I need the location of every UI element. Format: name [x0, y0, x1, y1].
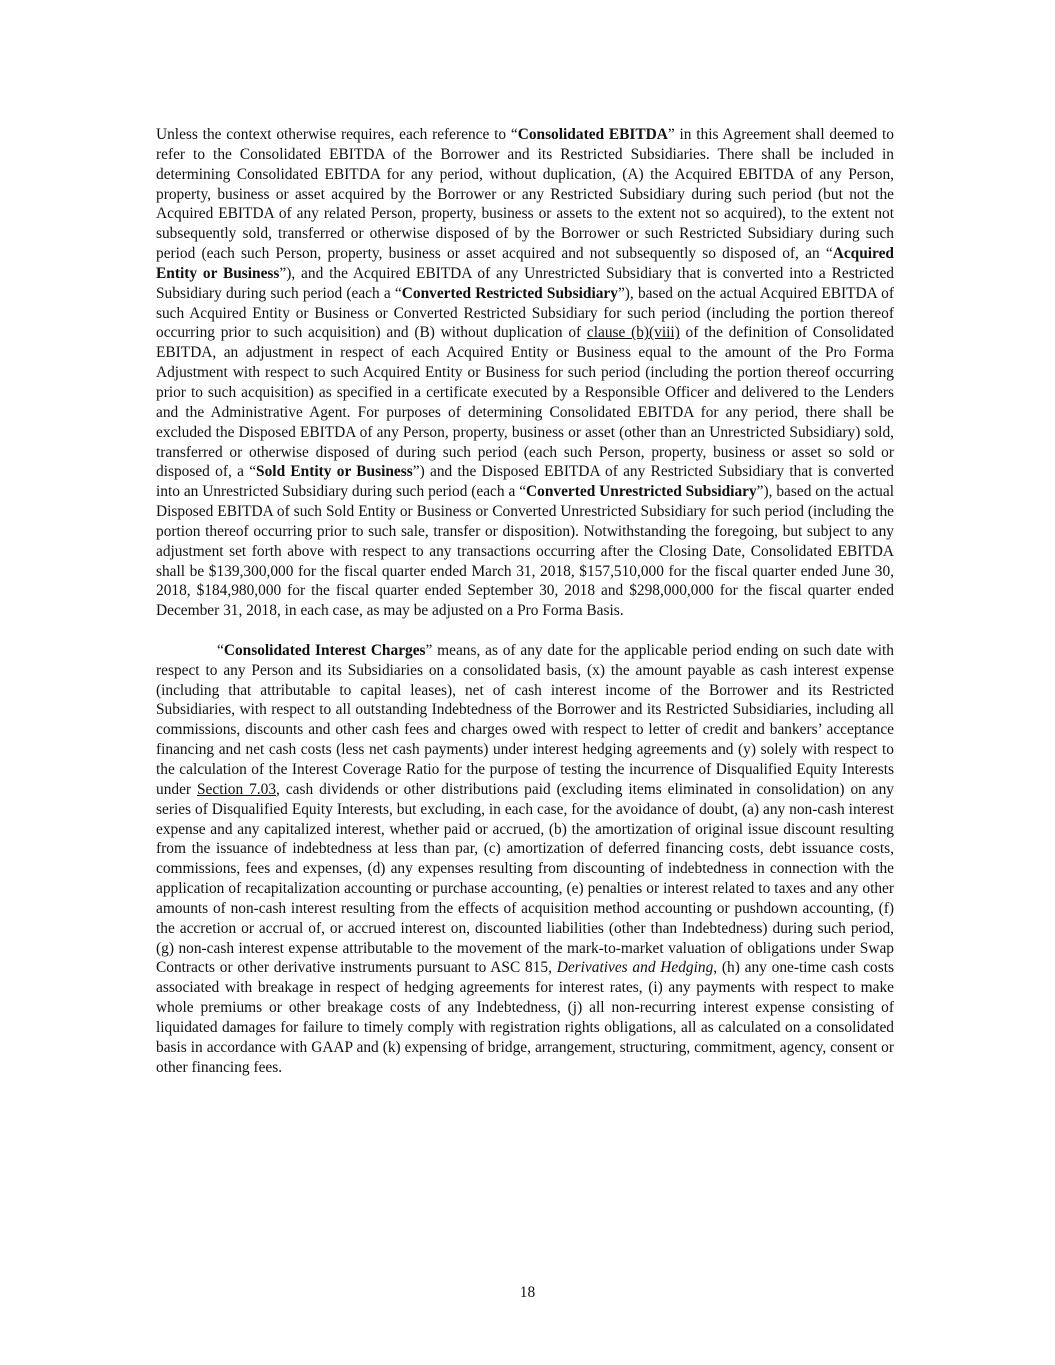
defined-term-consolidated-ebitda: Consolidated EBITDA: [517, 126, 668, 143]
text-run: ”), and the Acquired EBITDA of any Unrestricted Subsidiary that is converted into a Restricted Subsidiary during such period (each a “: [156, 264, 894, 302]
italic-standard-title: Derivatives and Hedging: [556, 959, 714, 977]
document-page: [156, 125, 894, 1078]
paragraph-consolidated-interest-charges: [156, 641, 894, 1078]
text-run: “: [217, 641, 224, 659]
text-run: ”), based on the actual Disposed EBITDA of such Sold Entity or Business or Converted Unrestricted Subsidiary for such period (including the portion thereof occurring prior to such sale, transfer or disposition). Notwithstanding the foregoing, but subject to any adjustment set forth above with respect to any transactions occurring after the Closing Date, Consolidated EBITDA shall be $139,300,000 for the fiscal quarter ended March 31, 2018, $157,510,000 for the fiscal quarter ended June 30, 2018, $184,980,000 for the fiscal quarter ended September 30, 2018 and $298,000,000 for the fiscal quarter ended December 31, 2018, in each case, as may be adjusted on a Pro Forma Basis.: [156, 483, 894, 620]
defined-term-consolidated-interest-charges: Consolidated Interest Charges: [223, 641, 426, 659]
text-run: ” means, as of any date for the applicable period ending on such date with respect to any Person and its Subsidiaries on a consolidated basis, (x) the amount payable as cash interest expense (including that attributable to capital leases), net of cash interest income of the Borrower and its Restricted Subsidiaries, with respect to all outstanding Indebtedness of the Borrower and its Restricted Subsidiaries, including all commissions, discounts and other cash fees and charges owed with respect to letter of credit and bankers’ acceptance financing and net cash costs (less net cash payments) under interest hedging agreements and (y) solely with respect to the calculation of the Interest Coverage Ratio for the purpose of testing the incurrence of Disqualified Equity Interests under: [156, 641, 895, 798]
page-number: 18: [519, 1284, 536, 1301]
text-run: , (h) any one-time cash costs associated with breakage in respect of hedging agreements for interest rates, (i) any payments with respect to make whole premiums or other breakage costs of any Indebtedness, (j) all non-recurring interest expense consisting of liquidated damages for failure to timely comply with registration rights obligations, all as calculated on a consolidated basis in accordance with GAAP and (k) expensing of bridge, arrangement, structuring, commitment, agency, consent or other financing fees.: [156, 959, 894, 1076]
defined-term-acquired-entity-or-business: Acquired Entity or Business: [156, 245, 894, 282]
text-run: , cash dividends or other distributions paid (excluding items eliminated in consolidation) on any series of Disqualified Equity Interests, but excluding, in each case, for the avoidance of doubt, (a) any non-cash interest expense and any capitalized interest, whether paid or accrued, (b) the amortization of original issue discount resulting from the issuance of indebtedness at less than par, (c) amortization of deferred financing costs, debt issuance costs, commissions, fees and expenses, (d) any expenses resulting from discounting of indebtedness in connection with the application of recapitalization accounting or purchase accounting, (e) penalties or interest related to taxes and any other amounts of non-cash interest resulting from the effects of acquisition method accounting or pushdown accounting, (f) the accretion or accrual of, or accrued interest on, discounted liabilities (other than Indebtedness) during such period, (g) non-cash interest expense attributable to the movement of the mark-to-market valuation of obligations under Swap Contracts or other derivative instruments pursuant to ASC 815,: [156, 780, 894, 977]
text-run: Unless the context otherwise requires, each reference to “: [156, 126, 518, 143]
defined-term-converted-unrestricted-subsidiary: Converted Unrestricted Subsidiary: [526, 483, 757, 501]
cross-reference-clause: clause (b)(viii): [586, 324, 680, 342]
text-run: ”), based on the actual Acquired EBITDA of such Acquired Entity or Business or Converted Restricted Subsidiary for such period (including the portion thereof occurring prior to such acquisition) and (B) without duplication of: [156, 284, 894, 342]
text-run: ” in this Agreement shall deemed to refer to the Consolidated EBITDA of the Borrower and its Restricted Subsidiaries. There shall be included in determining Consolidated EBITDA for any period, without duplication, (A) the Acquired EBITDA of any Person, property, business or asset acquired by the Borrower or any Restricted Subsidiary during such period (but not the Acquired EBITDA of any related Person, property, business or assets to the extent not so acquired), to the extent not subsequently sold, transferred or otherwise disposed of by the Borrower or such Restricted Subsidiary during such period (each such Person, property, business or asset acquired and not subsequently so disposed of, an “: [156, 126, 894, 263]
text-run: of the definition of Consolidated EBITDA, an adjustment in respect of each Acquired Entity or Business equal to the amount of the Pro Forma Adjustment with respect to such Acquired Entity or Business for such period (including the portion thereof occurring prior to such acquisition) as specified in a certificate executed by a Responsible Officer and delivered to the Lenders and the Administrative Agent. For purposes of determining Consolidated EBITDA for any period, there shall be excluded the Disposed EBITDA of any Person, property, business or asset (other than an Unrestricted Subsidiary) sold, transferred or otherwise disposed of during such period (each such Person, property, business or asset so sold or disposed of, a “: [156, 324, 895, 481]
cross-reference-section: Section 7.03: [197, 780, 277, 798]
paragraph-consolidated-ebitda-adjustments: [156, 125, 894, 621]
defined-term-converted-restricted-subsidiary: Converted Restricted Subsidiary: [401, 284, 618, 302]
text-run: ”) and the Disposed EBITDA of any Restricted Subsidiary that is converted into an Unrestricted Subsidiary during such period (each a “: [156, 463, 894, 501]
defined-term-sold-entity-or-business: Sold Entity or Business: [256, 463, 413, 481]
